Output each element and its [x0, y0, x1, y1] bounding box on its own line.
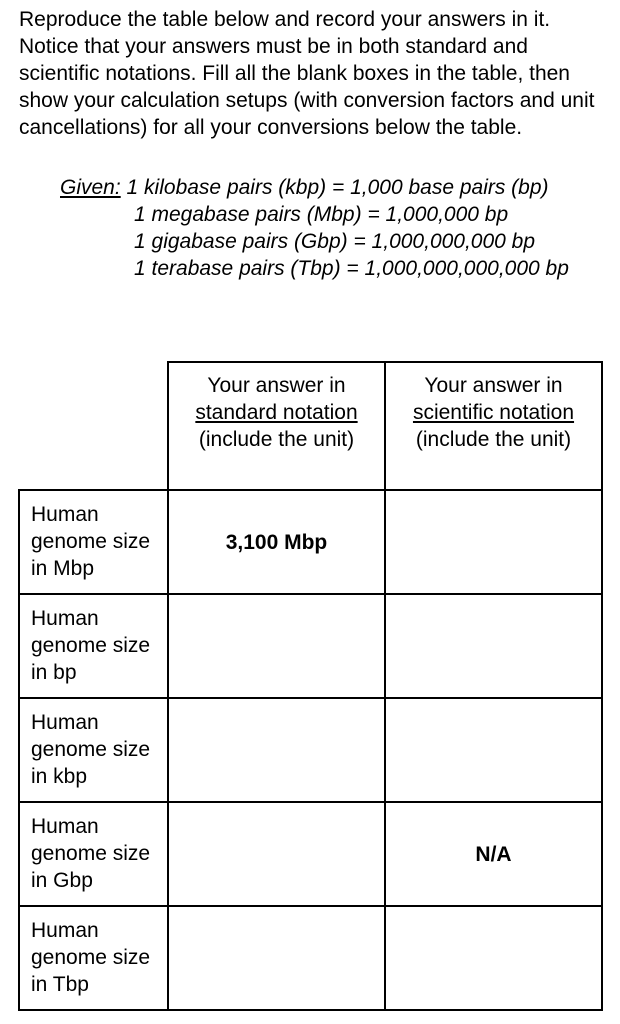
header-scientific-notation: [385, 362, 602, 490]
header-standard-notation: [168, 362, 385, 490]
header-standard-prefix: Your answer in: [207, 374, 346, 397]
genome-size-table: [18, 361, 603, 1011]
row-label-kbp: Human genome size in kbp: [19, 698, 168, 802]
instructions-paragraph: Reproduce the table below and record your answers in it. Notice that your answers must be in both standard and scientific notations. Fill all the blank boxes in the table, then show your calculation setups (with conversion factors and unit cancellations) for all your conversions below the table.: [19, 8, 595, 139]
scientific-answer-tbp: [385, 906, 602, 1010]
scientific-answer-kbp: [385, 698, 602, 802]
header-scientific-suffix: (include the unit): [415, 428, 572, 451]
scientific-answer-bp: [385, 594, 602, 698]
given-mbp-definition: 1 megabase pairs (Mbp) = 1,000,000 bp: [134, 203, 509, 226]
given-gbp-definition: 1 gigabase pairs (Gbp) = 1,000,000,000 bp: [134, 230, 536, 253]
standard-answer-mbp: 3,100 Mbp: [168, 490, 385, 594]
table-row: [19, 698, 602, 802]
standard-answer-gbp: [168, 802, 385, 906]
row-label-mbp: Human genome size in Mbp: [19, 490, 168, 594]
row-label-tbp: Human genome size in Tbp: [19, 906, 168, 1010]
row-label-gbp: Human genome size in Gbp: [19, 802, 168, 906]
table-row: [19, 490, 602, 594]
given-label: Given:: [60, 176, 121, 199]
table-row: [19, 802, 602, 906]
header-scientific-underlined: scientific notation: [412, 401, 575, 424]
given-first-line: [19, 174, 609, 201]
standard-answer-tbp: [168, 906, 385, 1010]
row-label-bp: Human genome size in bp: [19, 594, 168, 698]
given-conversions: [19, 174, 609, 282]
scientific-answer-gbp: N/A: [385, 802, 602, 906]
table-row: [19, 594, 602, 698]
table-header-row: [19, 362, 602, 490]
given-kbp-definition: 1 kilobase pairs (kbp) = 1,000 base pairs (bp): [126, 176, 549, 199]
scientific-answer-mbp: [385, 490, 602, 594]
header-standard-suffix: (include the unit): [198, 428, 355, 451]
header-scientific-prefix: Your answer in: [424, 374, 563, 397]
given-tbp-definition: 1 terabase pairs (Tbp) = 1,000,000,000,000 bp: [134, 257, 569, 280]
standard-answer-kbp: [168, 698, 385, 802]
header-standard-underlined: standard notation: [195, 401, 358, 424]
given-additional-lines: [134, 201, 609, 282]
table-corner-cell: [19, 362, 168, 490]
standard-answer-bp: [168, 594, 385, 698]
table-row: [19, 906, 602, 1010]
